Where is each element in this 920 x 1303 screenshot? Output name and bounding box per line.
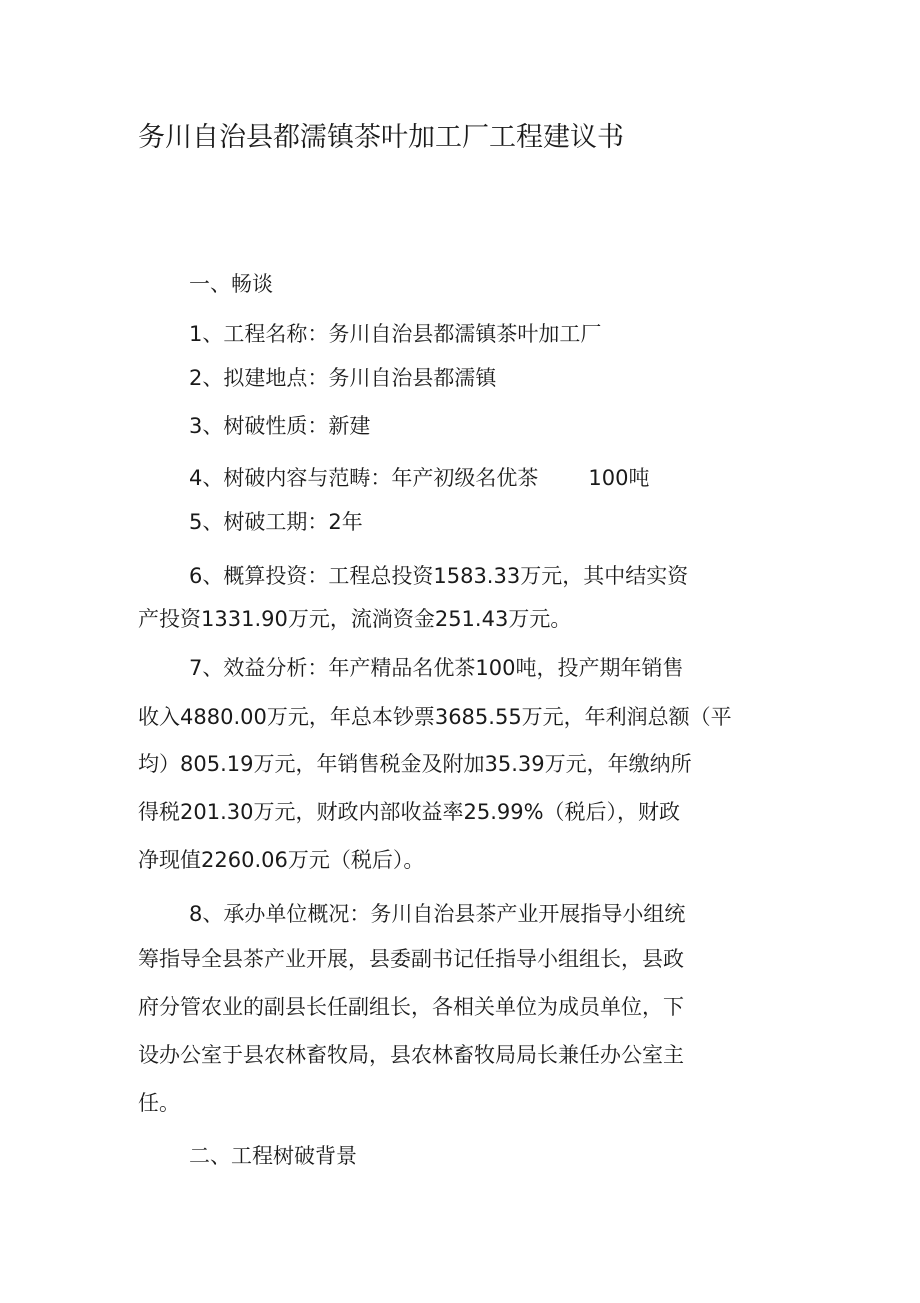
item-nature: 3、树破性质：新建 [189,414,371,438]
item-location: 2、拟建地点：务川自治县都濡镇 [189,366,497,390]
item-organizer-line-1: 8、承办单位概况：务川自治县茶产业开展指导小组统 [189,902,686,926]
item-benefit-line-5: 净现值2260.06万元（税后）。 [138,848,425,872]
item-benefit-line-2: 收入4880.00万元，年总本钞票3685.55万元，年利润总额（平 [138,705,732,729]
item-benefit-line-3: 均）805.19万元，年销售税金及附加35.39万元，年缴纳所 [138,752,692,776]
section-heading-background: 二、工程树破背景 [189,1144,357,1168]
item-investment-line-2: 产投资1331.90万元，流淌资金251.43万元。 [138,607,572,631]
item-organizer-line-4: 设办公室于县农林畜牧局，县农林畜牧局局长兼任办公室主 [138,1043,684,1067]
item-organizer-line-5: 任。 [138,1091,180,1115]
item-organizer-line-2: 筹指导全县茶产业开展，县委副书记任指导小组组长，县政 [138,947,684,971]
item-investment-line-1: 6、概算投资：工程总投资1583.33万元，其中结实资 [189,564,689,588]
section-heading-overview: 一、畅谈 [189,272,273,296]
item-benefit-line-1: 7、效益分析：年产精品名优茶100吨，投产期年销售 [189,656,684,680]
item-project-name: 1、工程名称：务川自治县都濡镇茶叶加工厂 [189,322,602,346]
item-organizer-line-3: 府分管农业的副县长任副组长，各相关单位为成员单位，下 [138,995,684,1019]
item-scope-value: 100吨 [588,466,650,490]
document-title: 务川自治县都濡镇茶叶加工厂工程建议书 [138,122,624,153]
item-duration: 5、树破工期：2年 [189,510,363,534]
item-scope [189,462,649,494]
item-benefit-line-4: 得税201.30万元，财政内部收益率25.99%（税后），财政 [138,800,681,824]
item-scope-text: 4、树破内容与范畴：年产初级名优茶 [189,466,539,490]
